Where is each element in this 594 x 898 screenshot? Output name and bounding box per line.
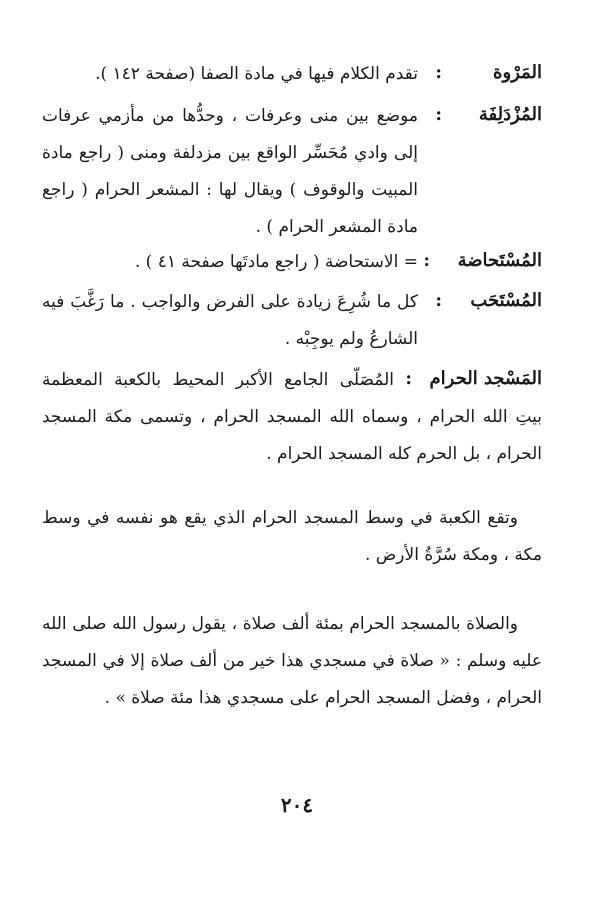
dictionary-entry	[42, 98, 542, 248]
body-paragraph: وتقع الكعبة في وسط المسجد الحرام الذي يقع هو نفسه في وسط مكة ، ومكة سُرَّةُ الأرض .	[42, 508, 542, 565]
entry-colon: :	[423, 250, 430, 271]
body-paragraph: والصلاة بالمسجد الحرام بمئة ألف صلاة ، يقول رسول الله صلى الله عليه وسلم : « صلاة في مسجدي هذا خير من ألف صلاة إلا في المسجد الحرام ، وفضل المسجد الحرام على مسجدي هذا مئة صلاة » .	[42, 614, 542, 708]
dictionary-entry	[42, 56, 542, 96]
entry-term: المَسْجد الحرام	[429, 368, 542, 389]
dictionary-entry	[42, 362, 542, 512]
entry-term: المُسْتَحَب	[470, 290, 542, 311]
dictionary-entry	[42, 244, 542, 284]
entry-definition: = الاستحاضة ( راجع مادتَها صفحة ٤١ ) .	[134, 252, 418, 272]
entry-colon: :	[405, 368, 412, 389]
entry-colon: :	[435, 104, 442, 125]
entry-term: المُسْتَحاضة	[457, 250, 542, 271]
page-number: ٢٠٤	[280, 793, 314, 817]
entry-colon: :	[435, 290, 442, 311]
entry-definition: المُصَلّى الجامع الأكبر المحيط بالكعبة المعظمة بيتِ الله الحرام ، وسماه الله المسجد الحرام ، وتسمى مكة المسجد الحرام ، بل الحرم كله المسجد الحرام .	[42, 370, 542, 464]
entry-definition: كل ما شُرِعَ زيادة على الفرض والواجب . ما رَغَّبَ فيه الشارعُ ولم يوجِبْه .	[42, 292, 418, 349]
entry-term: المَرْوة	[493, 62, 542, 83]
entry-colon: :	[435, 62, 442, 83]
entry-definition: موضع بين منى وعرفات ، وحدُّها من مأزمي عرفات إلى وادي مُحَسِّر الواقع بين مزدلفة ومنى ( راجع مادة المبيت والوقوف ) ويقال لها : المشعر الحرام ( راجع مادة المشعر الحرام ) .	[42, 106, 418, 237]
entry-definition: تقدم الكلام فيها في مادة الصفا (صفحة ١٤٢ ).	[95, 64, 418, 84]
entry-term: المُزْدَلِفَة	[478, 104, 542, 125]
dictionary-entry	[42, 284, 542, 364]
